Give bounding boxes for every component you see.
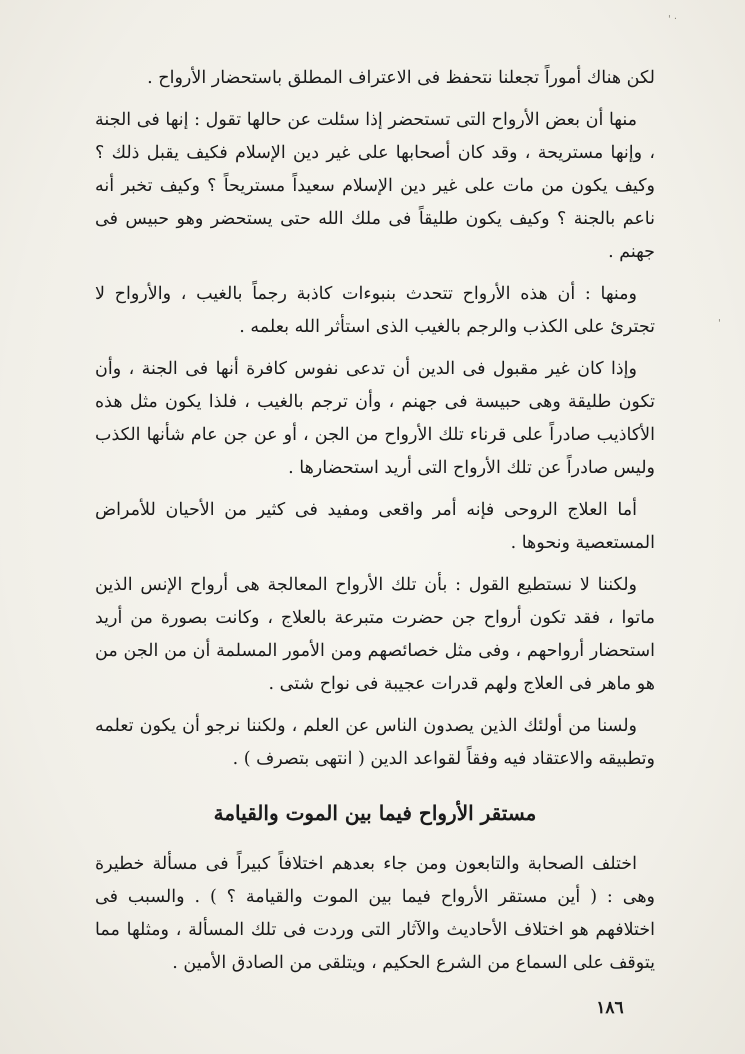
paragraph-5: أما العلاج الروحى فإنه أمر واقعى ومفيد فى كثير من الأحيان للأمراض المستعصية ونحوها . <box>95 500 655 553</box>
paragraph-3: ومنها : أن هذه الأرواح تتحدث بنبوءات كاذبة رجماً بالغيب ، والأرواح لا تجترئ على الكذب والرجم بالغيب الذى استأثر الله بعلمه . <box>95 284 655 337</box>
paragraph-7: ولسنا من أولئك الذين يصدون الناس عن العلم ، ولكننا نرجو أن يكون تعلمه وتطبيقه والاعتقاد فيه وفقاً لقواعد الدين ( انتهى بتصرف ) . <box>95 716 655 769</box>
page-content <box>95 62 655 989</box>
paragraph-4: وإذا كان غير مقبول فى الدين أن تدعى نفوس كافرة أنها فى الجنة ، وأن تكون طليقة وهى حبيسة فى جهنم ، وأن ترجم بالغيب ، فلذا يكون مثل هذه الأكاذيب صادراً على قرناء تلك الأرواح من الجن ، أو عن جن عام شأنها الكذب وليس صادراً عن تلك الأرواح التى أريد استحضارها . <box>95 359 655 478</box>
scan-mark: ' <box>718 318 721 329</box>
scan-mark: ' · <box>668 14 678 25</box>
section-title: مستقر الأرواح فيما بين الموت والقيامة <box>213 801 537 825</box>
paragraph-6: ولكننا لا نستطيع القول : بأن تلك الأرواح المعالجة هى أرواح الإنس الذين ماتوا ، فقد تكون أرواح جن حضرت متبرعة بالعلاج ، وكانت بصورة من أريد استحضار أرواحهم ، وفى مثل خصائصهم ومن الأمور المسلمة أن من الجن من هو ماهر فى العلاج ولهم قدرات عجيبة فى نواح شتى . <box>95 575 655 694</box>
paragraph-1: لكن هناك أموراً تجعلنا نتحفظ فى الاعتراف المطلق باستحضار الأرواح . <box>147 68 655 88</box>
section-paragraph-1: اختلف الصحابة والتابعون ومن جاء بعدهم اختلافاً كبيراً فى مسألة خطيرة وهى : ( أين مستقر الأرواح فيما بين الموت والقيامة ؟ ) . والسبب فى اختلافهم هو اختلاف الأحاديث والآثار التى وردت فى تلك المسألة ، ومثلها مما يتوقف على السماع من الشرع الحكيم ، ويتلقى من الصادق الأمين . <box>95 854 655 973</box>
paragraph-2: منها أن بعض الأرواح التى تستحضر إذا سئلت عن حالها تقول : إنها فى الجنة ، وإنها مستريحة ، وقد كان أصحابها على غير دين الإسلام فكيف يقبل ذلك ؟ وكيف يكون من مات على غير دين الإسلام سعيداً مستريحاً ؟ وكيف تخبر أنه ناعم بالجنة ؟ وكيف يكون طليقاً فى ملك الله حتى يستحضر وهو حبيس فى جهنم . <box>95 110 655 262</box>
page-number: ١٨٦ <box>596 998 624 1018</box>
